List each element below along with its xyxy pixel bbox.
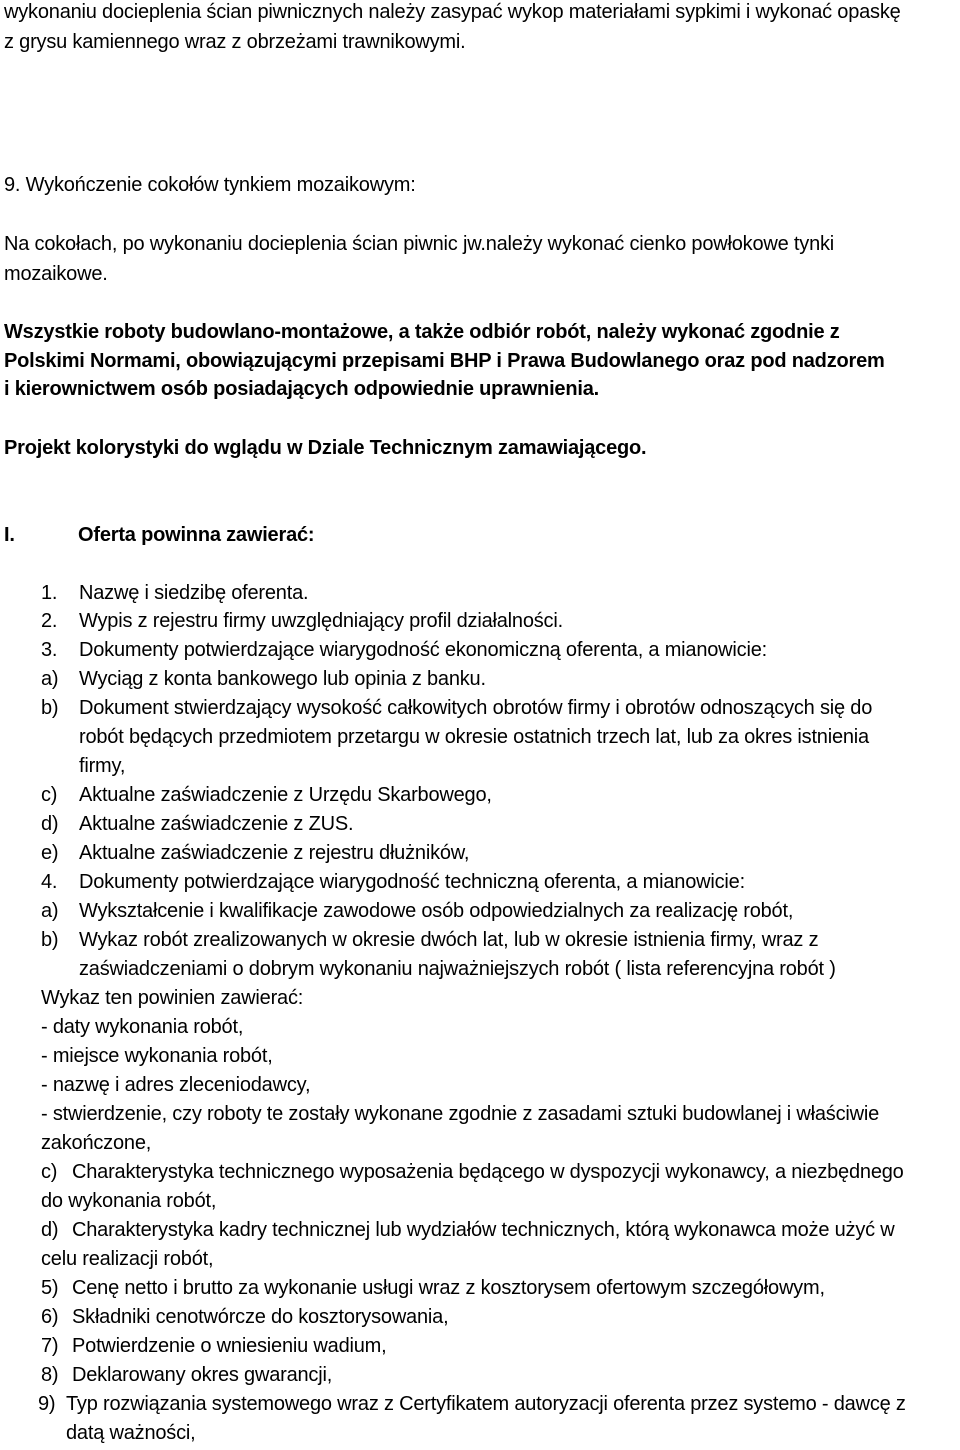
item-marker: 3.	[41, 639, 58, 661]
list-item: Składniki cenotwórcze do kosztorysowania,	[72, 1306, 449, 1328]
list-item: Dokumenty potwierdzające wiarygodność techniczną oferenta, a mianowicie:	[79, 871, 745, 893]
item-marker: d)	[41, 813, 59, 835]
notice-line-3: i kierownictwem osób posiadających odpowiednie uprawnienia.	[4, 378, 599, 400]
list-item-continuation: firmy,	[79, 755, 126, 777]
list-item: Wypis z rejestru firmy uwzględniający profil działalności.	[79, 610, 563, 632]
list-item: Potwierdzenie o wniesieniu wadium,	[72, 1335, 387, 1357]
notice-line-1: Wszystkie roboty budowlano-montażowe, a także odbiór robót, należy wykonać zgodnie z	[4, 321, 840, 343]
section-9-body-line-1: Na cokołach, po wykonaniu docieplenia ścian piwnic jw.należy wykonać cienko powłokowe tynki	[4, 233, 835, 255]
dash-item: - daty wykonania robót,	[41, 1016, 244, 1038]
list-item: Nazwę i siedzibę oferenta.	[79, 582, 309, 604]
list-item: Wykaz robót zrealizowanych w okresie dwóch lat, lub w okresie istnienia firmy, wraz z	[79, 929, 819, 951]
list-item: Charakterystyka technicznego wyposażenia będącego w dyspozycji wykonawcy, a niezbędnego	[72, 1161, 904, 1183]
item-marker: d)	[41, 1219, 59, 1241]
item-marker: c)	[41, 784, 58, 806]
list-item-continuation: robót będących przedmiotem przetargu w okresie ostatnich trzech lat, lub za okres istnienia	[79, 726, 869, 748]
dash-item: - stwierdzenie, czy roboty te zostały wykonane zgodnie z zasadami sztuki budowlanej i właściwie	[41, 1103, 880, 1125]
item-marker: b)	[41, 929, 59, 951]
item-marker: 6)	[41, 1306, 59, 1328]
list-item: Dokument stwierdzający wysokość całkowitych obrotów firmy i obrotów odnoszących się do	[79, 697, 873, 719]
list-item: Wykształcenie i kwalifikacje zawodowe osób odpowiedzialnych za realizację robót,	[79, 900, 794, 922]
list-item-continuation: zaświadczeniami o dobrym wykonaniu najważniejszych robót ( lista referencyjna robót )	[79, 958, 836, 980]
offer-marker: I.	[4, 524, 15, 546]
list-item: Aktualne zaświadczenie z Urzędu Skarbowego,	[79, 784, 492, 806]
dash-item-continuation: zakończone,	[41, 1132, 152, 1154]
item-marker: 9)	[38, 1393, 56, 1415]
list-item: Cenę netto i brutto za wykonanie usługi wraz z kosztorysem ofertowym szczegółowym,	[72, 1277, 825, 1299]
item-marker: a)	[41, 900, 59, 922]
item-marker: 5)	[41, 1277, 59, 1299]
dash-item: - miejsce wykonania robót,	[41, 1045, 273, 1067]
offer-heading: Oferta powinna zawierać:	[78, 524, 315, 546]
item-marker: c)	[41, 1161, 58, 1183]
item-marker: 8)	[41, 1364, 59, 1386]
intro-line-2: z grysu kamiennego wraz z obrzeżami trawnikowymi.	[4, 31, 466, 53]
item-marker: b)	[41, 697, 59, 719]
section-9-body-line-2: mozaikowe.	[4, 263, 108, 285]
list-item: Aktualne zaświadczenie z ZUS.	[79, 813, 354, 835]
item-marker: e)	[41, 842, 59, 864]
item-marker: a)	[41, 668, 59, 690]
section-9-heading: 9. Wykończenie cokołów tynkiem mozaikowym:	[4, 174, 416, 196]
project-colour-note: Projekt kolorystyki do wglądu w Dziale Technicznym zamawiającego.	[4, 437, 647, 459]
dash-item: - nazwę i adres zleceniodawcy,	[41, 1074, 311, 1096]
item-marker: 4.	[41, 871, 58, 893]
list-intro: Wykaz ten powinien zawierać:	[41, 987, 304, 1009]
list-item: Aktualne zaświadczenie z rejestru dłużników,	[79, 842, 470, 864]
list-item: Typ rozwiązania systemowego wraz z Certyfikatem autoryzacji oferenta przez systemo - dawcę z	[66, 1393, 906, 1415]
list-item: Charakterystyka kadry technicznej lub wydziałów technicznych, którą wykonawca może użyć w	[72, 1219, 895, 1241]
list-item-continuation: datą ważności,	[66, 1422, 196, 1444]
item-marker: 7)	[41, 1335, 59, 1357]
item-marker: 1.	[41, 582, 58, 604]
intro-line-1: wykonaniu docieplenia ścian piwnicznych należy zasypać wykop materiałami sypkimi i wykonać opaskę	[4, 1, 901, 23]
list-item: Dokumenty potwierdzające wiarygodność ekonomiczną oferenta, a mianowicie:	[79, 639, 767, 661]
list-item-continuation: do wykonania robót,	[41, 1190, 217, 1212]
item-marker: 2.	[41, 610, 58, 632]
notice-line-2: Polskimi Normami, obowiązującymi przepisami BHP i Prawa Budowlanego oraz pod nadzorem	[4, 350, 885, 372]
list-item-continuation: celu realizacji robót,	[41, 1248, 214, 1270]
list-item: Wyciąg z konta bankowego lub opinia z banku.	[79, 668, 486, 690]
list-item: Deklarowany okres gwarancji,	[72, 1364, 333, 1386]
